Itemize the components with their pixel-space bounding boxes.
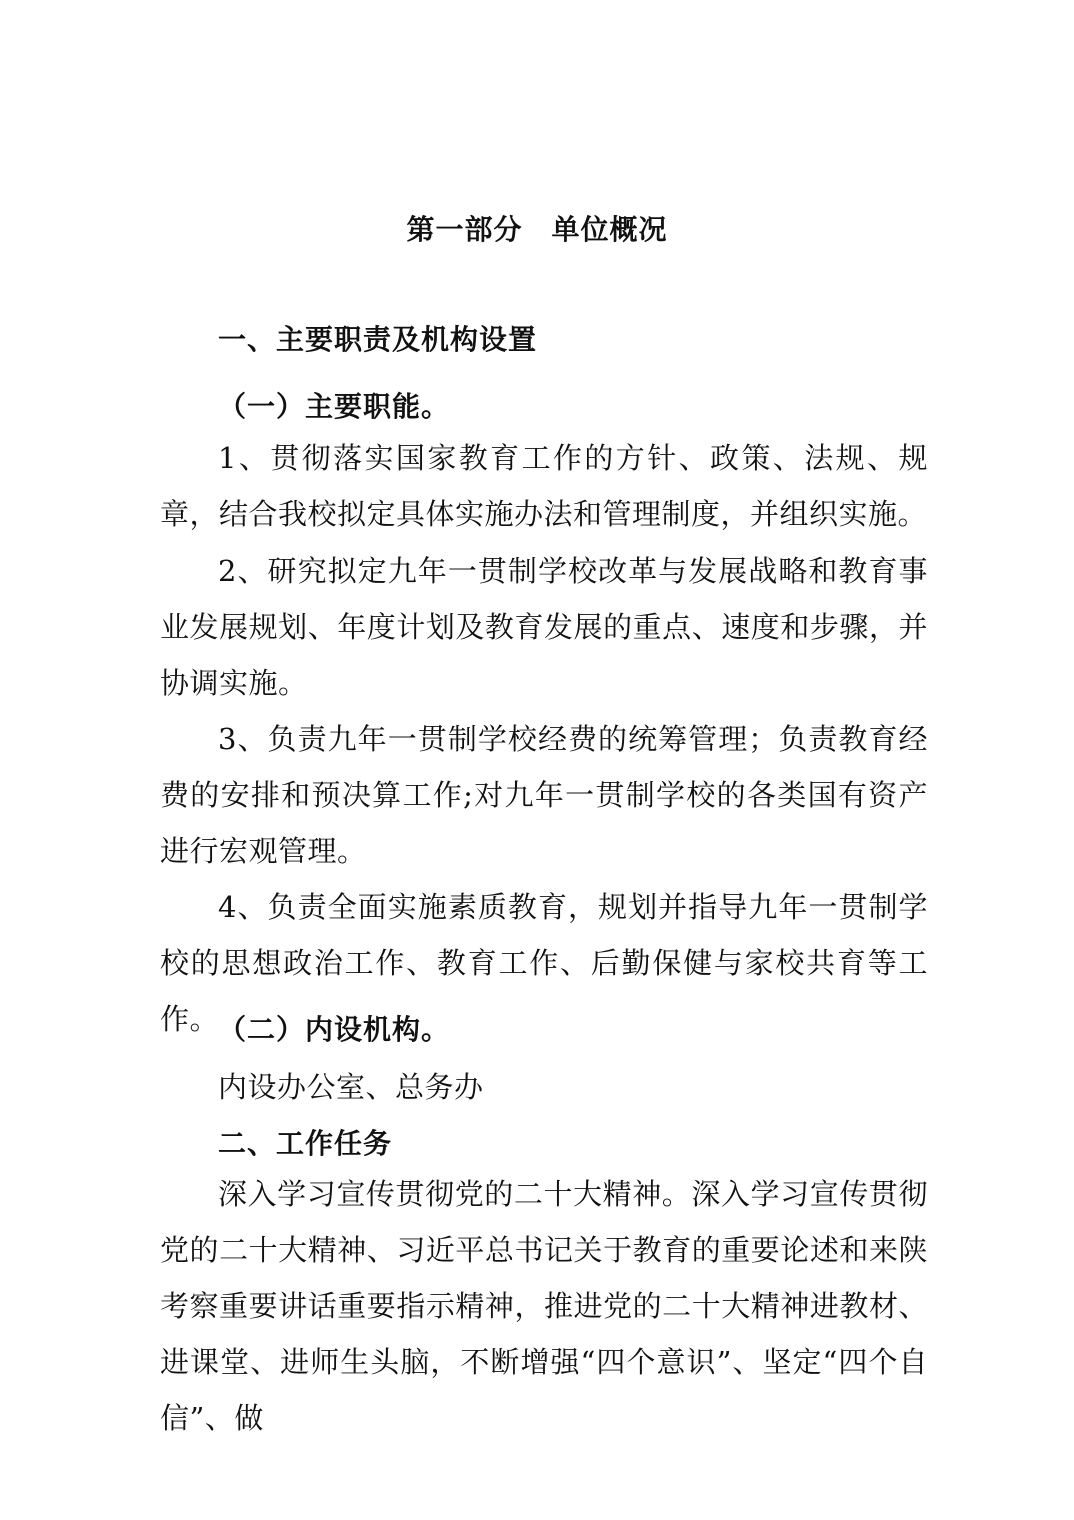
paragraph-item-4: 4、负责全面实施素质教育，规划并指导九年一贯制学校的思想政治工作、教育工作、后勤保健与家校共育等工作。 <box>160 890 928 1036</box>
section-heading-tasks: 二、工作任务 <box>218 1127 393 1160</box>
subsection-heading-functions: （一）主要职能。 <box>218 390 451 423</box>
paragraph-tasks: 深入学习宣传贯彻党的二十大精神。深入学习宣传贯彻党的二十大精神、习近平总书记关于教育的重要论述和来陕考察重要讲话重要指示精神，推进党的二十大精神进教材、进课堂、进师生头脑，不断增强“四个意识”、坚定“四个自信”、做 <box>160 1177 928 1435</box>
section-heading-duties: 一、主要职责及机构设置 <box>218 323 538 356</box>
paragraph-item-1: 1、贯彻落实国家教育工作的方针、政策、法规、规章，结合我校拟定具体实施办法和管理制度，并组织实施。 <box>160 441 928 531</box>
subsection-heading-departments: （二）内设机构。 <box>218 1013 451 1046</box>
paragraph-item-2: 2、研究拟定九年一贯制学校改革与发展战略和教育事业发展规划、年度计划及教育发展的重点、速度和步骤，并协调实施。 <box>160 554 928 700</box>
page-title: 第一部分 单位概况 <box>406 213 668 246</box>
paragraph-item-3: 3、负责九年一贯制学校经费的统筹管理；负责教育经费的安排和预决算工作;对九年一贯制学校的各类国有资产进行宏观管理。 <box>160 722 928 868</box>
departments-text: 内设办公室、总务办 <box>218 1070 484 1104</box>
